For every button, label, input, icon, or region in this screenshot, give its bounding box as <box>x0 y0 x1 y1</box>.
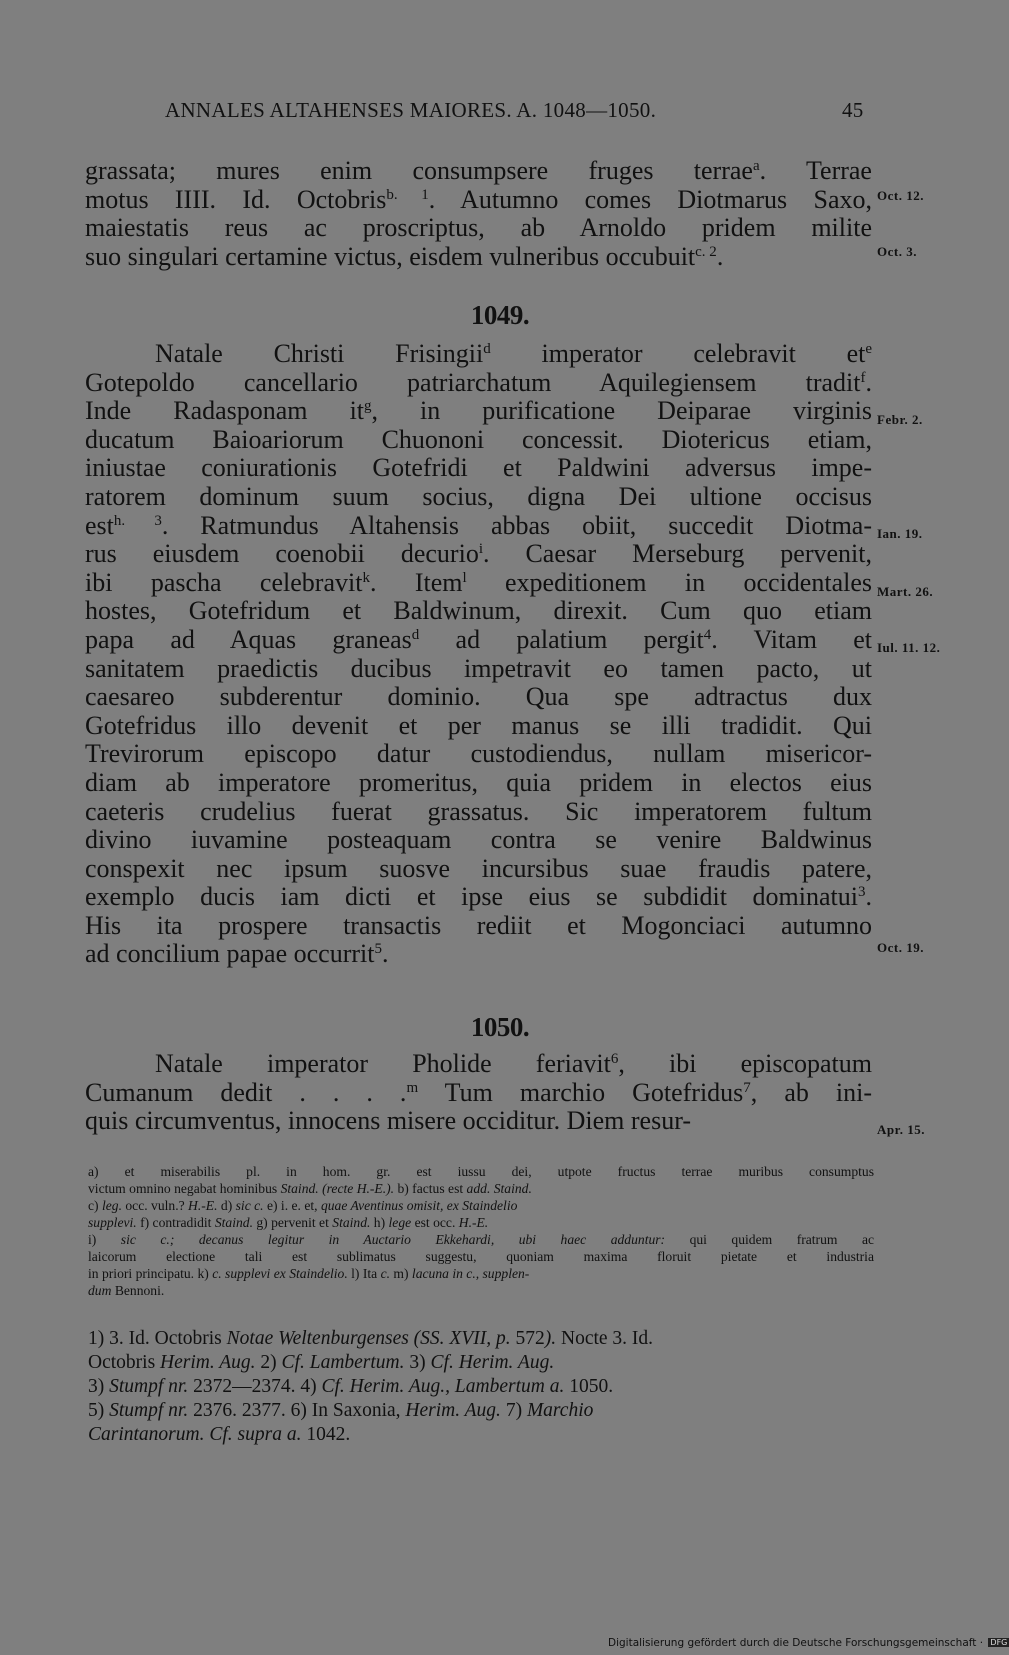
text-line: Inde Radasponam $it^g$, in purificatione Deiparae virginis <box>85 396 872 426</box>
text-line: Natale imperator Pholide feriavit$^6$, ibi episcopatum <box>155 1049 872 1078</box>
dfg-credit: Digitalisierung gefördert durch die Deutsche Forschungsgemeinschaft · DFG <box>608 1637 1008 1649</box>
text-line: hostes, Gotefridum et Baldwinum, direxit. Cum quo etiam <box>85 596 872 626</box>
text-line: grassata; mures enim consumpsere fruges terrae$^a$. Terrae <box>85 156 872 185</box>
dfg-credit-text: Digitalisierung gefördert durch die Deutsche Forschungsgemeinschaft <box>608 1637 977 1649</box>
text-line: exemplo ducis iam dicti et ipse eius se subdidit dominatui$^3$. <box>85 882 872 912</box>
text-line: divino iuvamine posteaquam contra se venire Baldwinus <box>85 825 872 855</box>
text-line: ad concilium papae occurrit$^5$. <box>85 939 389 969</box>
text-line: caeteris crudelius fuerat grassatus. Sic imperatorem fultum <box>85 796 872 826</box>
text-line: His ita prospere transactis rediit et Mogonciaci autumno <box>85 910 872 940</box>
text-line: iniustae coniurationis Gotefridi et Paldwini adversus impe- <box>85 453 872 483</box>
historical-notes <box>88 1327 874 1447</box>
text-line: papa ad Aquas graneas$^d$ ad palatium pergit$^4$. Vitam et <box>85 624 872 654</box>
apparatus-line: c) leg. occ. vuln.? H.-E. d) sic c. e) i. e. et, quae Aventinus omisit, ex Staindelio <box>88 1198 518 1213</box>
apparatus-line: i) sic c.; decanus legitur in Auctario Ekkehardi, ubi haec adduntur: qui quidem fratrum ac <box>88 1232 875 1247</box>
margin-date: Febr. 2. <box>877 412 923 427</box>
annal-1050-text <box>85 1050 872 1136</box>
dfg-logo: DFG <box>990 1638 1008 1647</box>
apparatus-line: victum omnino negabat hominibus Staind. (recte H.-E.). b) factus est add. Staind. <box>88 1181 532 1196</box>
apparatus-line: laicorum electione tali est sublimatus suggestu, quoniam maxima floruit pietate et industria <box>88 1249 874 1264</box>
text-line: quis circumventus, innocens misere occiditur. Diem resur- <box>85 1106 691 1136</box>
text-line: Trevirorum episcopo datur custodiendus, nullam misericor- <box>85 739 872 769</box>
apparatus-line: in priori principatu. k) c. supplevi ex Staindelio. l) Ita c. m) lacuna in c., supplen- <box>88 1266 530 1281</box>
margin-date: Ian. 19. <box>877 526 923 541</box>
running-title: ANNALES ALTAHENSES MAIORES. A. 1048—1050. <box>165 98 657 122</box>
text-line: ibi pascha celebravit$^k$. Item$^l$ expeditionem in occidentales <box>85 567 872 597</box>
margin-date: Oct. 12. <box>877 188 924 203</box>
margin-date: Apr. 15. <box>877 1122 925 1137</box>
text-line: diam ab imperatore promeritus, quia pridem in electos eius <box>85 767 872 797</box>
text-line: Gotefridus illo devenit et per manus se illi tradidit. Qui <box>85 710 872 740</box>
text-line: sanitatem praedictis ducibus impetravit eo tamen pacto, ut <box>85 653 872 683</box>
apparatus-line: supplevi. f) contradidit Staind. g) pervenit et Staind. h) lege est occ. H.-E. <box>88 1215 489 1230</box>
text-line: maiestatis reus ac proscriptus, ab Arnoldo pridem milite <box>85 213 872 243</box>
margin-date: Mart. 26. <box>877 584 934 599</box>
apparatus-line: dum Bennoni. <box>88 1283 165 1298</box>
text-line: caesareo subderentur dominio. Qua spe adtractus dux <box>85 682 872 712</box>
annal-1048-text <box>85 157 872 271</box>
year-heading-1050: 1050. <box>470 1012 530 1042</box>
text-line: Natale Christi Frisingii$^d$ imperator celebravit $et^e$ <box>155 339 872 368</box>
text-line: ratorem dominum suum socius, digna Dei ultione occisus <box>85 481 872 511</box>
annal-1049-text <box>85 340 872 969</box>
note-line: 5) Stumpf nr. 2376. 2377. 6) In Saxonia, Herim. Aug. 7) Marchio <box>88 1400 594 1421</box>
critical-apparatus <box>88 1163 874 1299</box>
text-line: Cumanum dedit . . . .$^m$ Tum marchio Gotefridus$^7$, ab ini- <box>85 1077 872 1107</box>
text-line: ducatum Baioariorum Chuononi concessit. Diotericus etiam, <box>85 424 872 454</box>
margin-date: Iul. 11. 12. <box>877 640 941 655</box>
text-line: motus IIII. Id. Octobris$^{b. 1}$. Autumno comes Diotmarus Saxo, <box>85 184 872 214</box>
margin-date: Oct. 3. <box>877 244 917 259</box>
margin-date: Oct. 19. <box>877 940 924 955</box>
text-line: Gotepoldo cancellario patriarchatum Aquilegiensem tradit$^f$. <box>85 367 872 397</box>
text-line: est$^{h. 3}$. Ratmundus Altahensis abbas obiit, succedit Diotma- <box>85 510 872 540</box>
note-line: 1) 3. Id. Octobris Notae Weltenburgenses (SS. XVII, p. 572). Nocte 3. Id. <box>88 1328 654 1349</box>
year-heading-1049: 1049. <box>470 300 530 330</box>
note-line: Octobris Herim. Aug. 2) Cf. Lambertum. 3) Cf. Herim. Aug. <box>88 1352 555 1373</box>
text-line: rus eiusdem coenobii decurio$^i$. Caesar Merseburg pervenit, <box>85 539 872 569</box>
text-line: suo singulari certamine victus, eisdem vulneribus occubuit$^{c. 2}$. <box>85 241 724 271</box>
text-line: conspexit nec ipsum suosve incursibus suae fraudis patere, <box>85 853 872 883</box>
note-line: Carintanorum. Cf. supra a. 1042. <box>88 1424 351 1445</box>
note-line: 3) Stumpf nr. 2372—2374. 4) Cf. Herim. Aug., Lambertum a. 1050. <box>88 1376 614 1397</box>
running-header <box>0 98 1000 128</box>
apparatus-line: a) et miserabilis pl. in hom. gr. est iussu dei, utpote fructus terrae muribus consumptus <box>88 1164 874 1179</box>
page-number: 45 <box>842 98 864 122</box>
